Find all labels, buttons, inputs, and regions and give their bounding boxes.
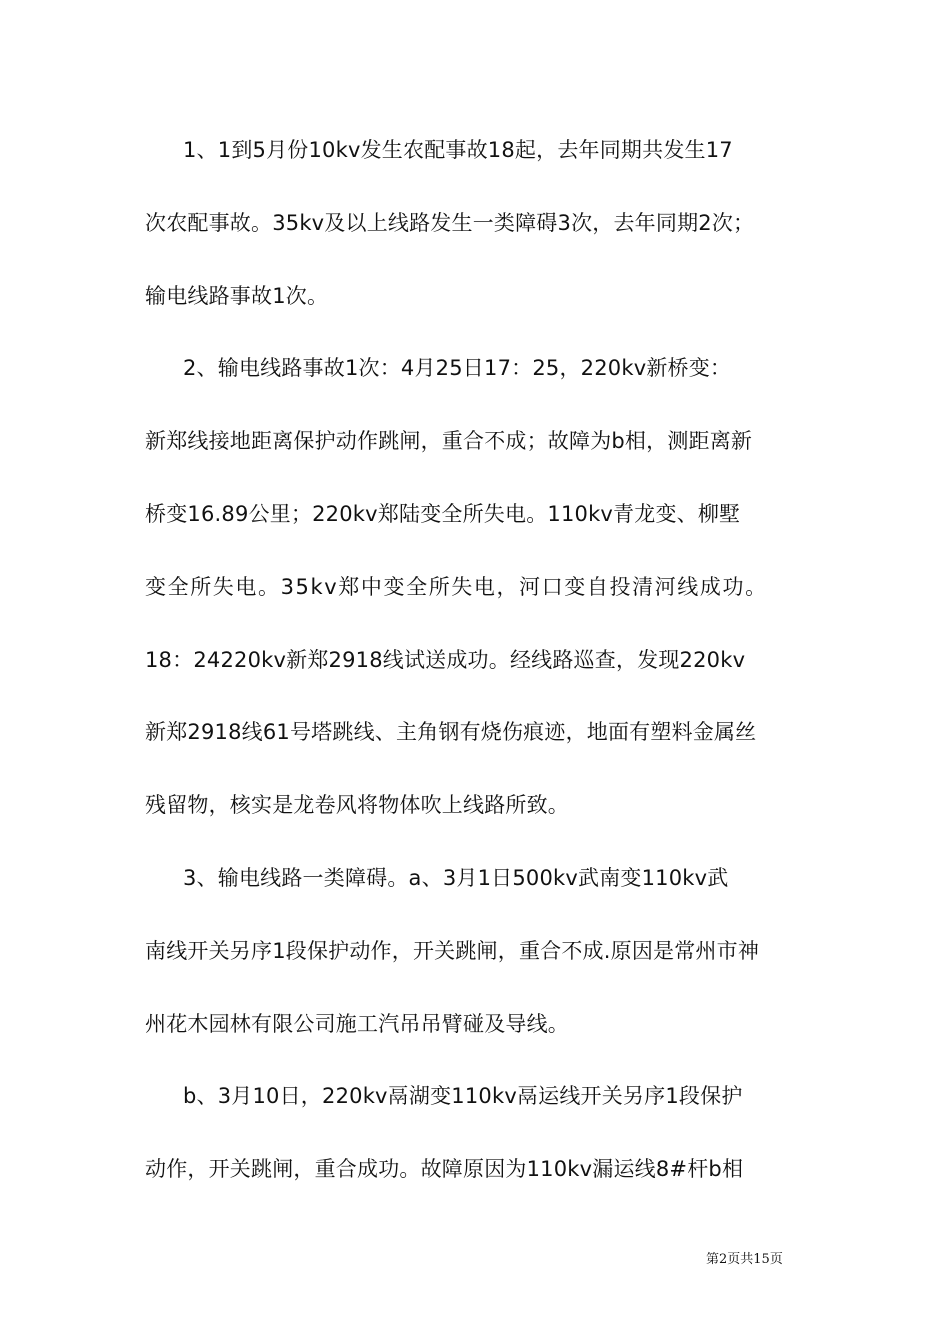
paragraph-line: 18：24220kv新郑2918线试送成功。经线路巡查，发现220kv [145, 647, 746, 672]
paragraph-line: 输电线路事故1次。 [145, 283, 329, 308]
paragraph-line: 州花木园林有限公司施工汽吊吊臂碰及导线。 [145, 1011, 569, 1036]
paragraph-line: 新郑2918线61号塔跳线、主角钢有烧伤痕迹，地面有塑料金属丝 [145, 720, 757, 745]
paragraph-line: 2、输电线路事故1次：4月25日17：25，220kv新桥变： [183, 356, 732, 381]
paragraph-line: 动作，开关跳闸，重合成功。故障原因为110kv漏运线8#杆b相 [145, 1157, 744, 1182]
body-text [145, 114, 815, 1206]
paragraph-line: 次农配事故。35kv及以上线路发生一类障碍3次，去年同期2次； [145, 210, 755, 235]
page-number-footer: 第2页共15页 [706, 1252, 783, 1267]
paragraph-line: 变全所失电。35kv郑中变全所失电，河口变自投清河线成功。 [145, 574, 768, 599]
paragraph-line: 桥变16.89公里；220kv郑陆变全所失电。110kv青龙变、柳墅 [145, 501, 741, 526]
paragraph-line: 南线开关另序1段保护动作，开关跳闸，重合不成.原因是常州市神 [145, 938, 760, 963]
paragraph-line: 3、输电线路一类障碍。a、3月1日500kv武南变110kv武 [183, 865, 729, 890]
paragraph-line: 新郑线接地距离保护动作跳闸，重合不成；故障为b相，测距离新 [145, 429, 753, 454]
paragraph-line: 1、1到5月份10kv发生农配事故18起，去年同期共发生17 [183, 138, 733, 162]
paragraph-line: 残留物，核实是龙卷风将物体吹上线路所致。 [145, 793, 569, 818]
paragraph-line: b、3月10日，220kv鬲湖变110kv鬲运线开关另序1段保护 [183, 1084, 743, 1109]
